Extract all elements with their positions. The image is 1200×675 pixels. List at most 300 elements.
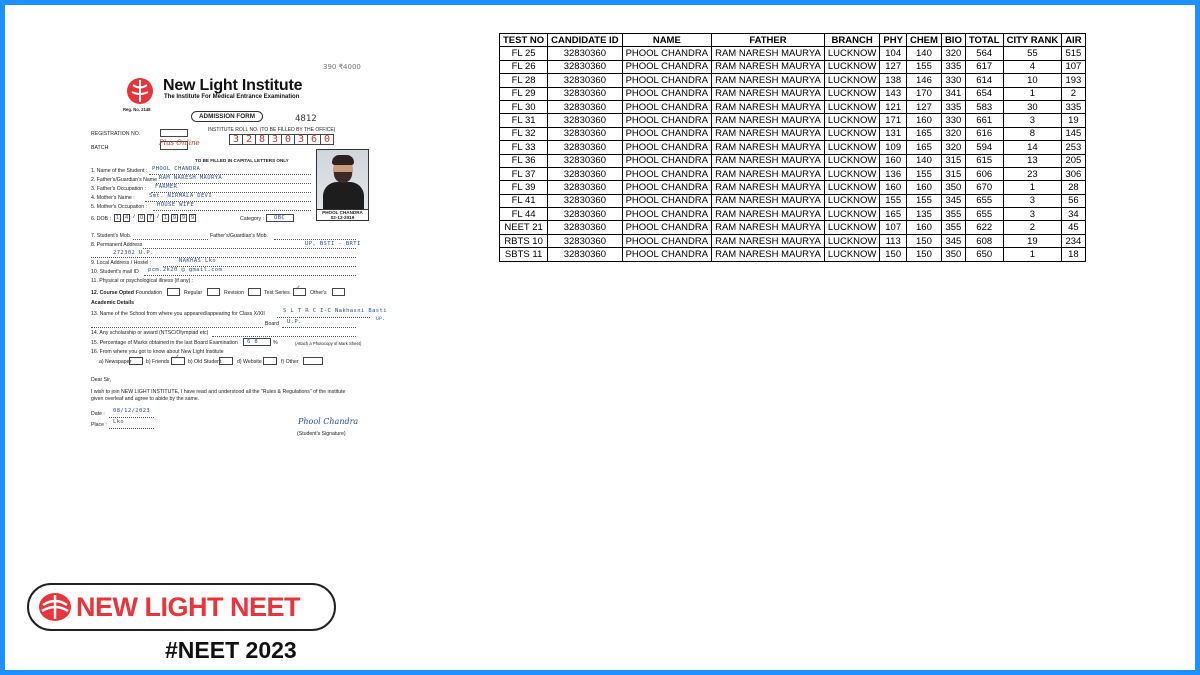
reg-no: Reg. No. 2148: [123, 107, 151, 112]
photo-date: 02-12-2019: [330, 215, 355, 220]
table-row: [500, 47, 1086, 60]
table-cell: 155: [906, 60, 941, 73]
serial-number: 4812: [295, 114, 317, 124]
course-revision-label: Revision: [224, 290, 244, 296]
table-cell: 335: [941, 100, 965, 113]
table-cell: 45: [1062, 221, 1085, 234]
table-cell: LUCKNOW: [824, 167, 880, 180]
table-cell: LUCKNOW: [824, 208, 880, 221]
table-row: [500, 141, 1086, 154]
table-cell: PHOOL CHANDRA: [622, 127, 712, 140]
table-cell: 150: [906, 234, 941, 247]
table-cell: RAM NARESH MAURYA: [712, 234, 825, 247]
dear-sir: Dear Sir,: [91, 377, 112, 383]
source-website-checkbox[interactable]: [263, 357, 277, 365]
table-cell: 32830360: [548, 60, 622, 73]
academic-label: Academic Details: [91, 300, 134, 306]
column-header: CHEM: [906, 34, 941, 47]
course-regular-label: Regular: [184, 290, 203, 296]
hashtag: #NEET 2023: [165, 637, 297, 663]
table-cell: 315: [941, 167, 965, 180]
roll-digit: 3: [229, 134, 243, 145]
table-cell: RAM NARESH MAURYA: [712, 60, 825, 73]
table-cell: RBTS 10: [500, 234, 548, 247]
column-header: CANDIDATE ID: [548, 34, 622, 47]
source-old-student-label: b) Old Student: [188, 359, 222, 365]
roll-digit: 0: [320, 134, 334, 145]
table-cell: 107: [1062, 60, 1085, 73]
table-row: [500, 60, 1086, 73]
table-cell: 18: [1062, 248, 1085, 261]
table-cell: 3: [1003, 114, 1062, 127]
table-cell: 655: [965, 194, 1003, 207]
registration-label: REGISTRATION NO.: [91, 131, 141, 137]
table-cell: 355: [941, 208, 965, 221]
table-cell: 155: [880, 194, 907, 207]
table-cell: 1: [1003, 87, 1062, 100]
table-cell: PHOOL CHANDRA: [622, 181, 712, 194]
table-cell: 32830360: [548, 167, 622, 180]
table-cell: 3: [1003, 208, 1062, 221]
table-cell: 155: [906, 167, 941, 180]
batch-value: Plus Online: [159, 139, 200, 147]
table-row: [500, 100, 1086, 113]
table-cell: 127: [880, 60, 907, 73]
table-cell: 140: [906, 154, 941, 167]
table-cell: RAM NARESH MAURYA: [712, 47, 825, 60]
table-cell: FL 32: [500, 127, 548, 140]
source-other-label: f) Other: [281, 359, 299, 365]
table-cell: 160: [906, 221, 941, 234]
course-regular-checkbox[interactable]: [207, 288, 220, 296]
table-cell: 1: [1003, 248, 1062, 261]
place-value: Lko: [113, 419, 125, 425]
source-newspaper-label: a) Newspaper: [99, 359, 132, 365]
table-cell: 330: [941, 74, 965, 87]
table-cell: LUCKNOW: [824, 47, 880, 60]
top-note: 390 ₹4000: [323, 63, 361, 71]
table-cell: LUCKNOW: [824, 234, 880, 247]
table-cell: 306: [1062, 167, 1085, 180]
table-header-row: [500, 34, 1086, 47]
table-cell: 32830360: [548, 127, 622, 140]
institute-name: New Light Institute: [163, 77, 303, 94]
perm-address-value-2: 272302 U.P.: [113, 250, 154, 256]
roll-digit: 3: [268, 134, 282, 145]
category-value: OBC: [274, 215, 286, 221]
table-cell: 650: [965, 248, 1003, 261]
mother-value: Smt. NIRMALA DEVI: [149, 193, 213, 199]
table-cell: 165: [906, 127, 941, 140]
table-cell: 335: [1062, 100, 1085, 113]
table-cell: 515: [1062, 47, 1085, 60]
mother-occupation-label: 5. Mother's Occupation :: [91, 204, 148, 210]
table-cell: RAM NARESH MAURYA: [712, 194, 825, 207]
table-cell: 564: [965, 47, 1003, 60]
table-cell: 113: [880, 234, 907, 247]
source-other-checkbox[interactable]: [303, 357, 323, 365]
column-header: PHY: [880, 34, 907, 47]
course-others-label: Other's: [310, 290, 327, 296]
admission-form: [73, 61, 395, 445]
table-cell: 345: [941, 194, 965, 207]
column-header: NAME: [622, 34, 712, 47]
school-value: S L T R C I-C Nakhasni Basti: [283, 308, 387, 314]
table-cell: 32830360: [548, 74, 622, 87]
source-friends-label: b) Friends: [146, 359, 170, 365]
table-cell: 150: [880, 248, 907, 261]
date-value: 08/12/2023: [113, 408, 151, 414]
table-cell: FL 33: [500, 141, 548, 154]
table-cell: 138: [880, 74, 907, 87]
school-state-value: UP.: [376, 317, 386, 322]
email-value: pcm.2k20 @ gmail.com: [148, 267, 223, 273]
column-header: CITY RANK: [1003, 34, 1062, 47]
table-row: [500, 87, 1086, 100]
table-cell: 234: [1062, 234, 1085, 247]
table-cell: 320: [941, 47, 965, 60]
results-table: [499, 33, 1086, 262]
column-header: BIO: [941, 34, 965, 47]
table-cell: LUCKNOW: [824, 154, 880, 167]
table-cell: PHOOL CHANDRA: [622, 221, 712, 234]
student-name-label: 1. Name of the Student :: [91, 168, 148, 174]
table-cell: FL 26: [500, 60, 548, 73]
student-name-value: PHOOL CHANDRA: [152, 166, 201, 172]
table-cell: RAM NARESH MAURYA: [712, 127, 825, 140]
table-cell: 121: [880, 100, 907, 113]
table-cell: 107: [880, 221, 907, 234]
father-value: RAM NARESH MAURYA: [159, 175, 223, 181]
photo-name: PHOOL CHANDRA: [322, 210, 363, 215]
table-row: [500, 194, 1086, 207]
source-website-label: d) Website: [237, 359, 262, 365]
table-cell: 171: [880, 114, 907, 127]
marks-label: 15. Percentage of Marks obtained in the last Board Examination: [91, 340, 238, 346]
table-cell: 140: [906, 47, 941, 60]
table-cell: 253: [1062, 141, 1085, 154]
table-cell: 341: [941, 87, 965, 100]
table-cell: LUCKNOW: [824, 248, 880, 261]
table-cell: 2: [1003, 221, 1062, 234]
table-cell: 160: [906, 181, 941, 194]
marks-unit: %: [273, 340, 278, 346]
table-cell: 160: [880, 181, 907, 194]
father-label: 2. Father's/Guardian's Name :: [91, 177, 160, 183]
local-address-label: 9. Local Address / Hostel :: [91, 260, 152, 266]
table-cell: FL 28: [500, 74, 548, 87]
roll-digit: 0: [281, 134, 295, 145]
table-cell: FL 39: [500, 181, 548, 194]
table-cell: 32830360: [548, 154, 622, 167]
form-title: ADMISSION FORM: [191, 111, 263, 122]
table-cell: 608: [965, 234, 1003, 247]
table-row: [500, 181, 1086, 194]
course-others-checkbox[interactable]: [332, 288, 345, 296]
table-cell: LUCKNOW: [824, 127, 880, 140]
table-row: [500, 74, 1086, 87]
table-cell: PHOOL CHANDRA: [622, 154, 712, 167]
table-cell: LUCKNOW: [824, 87, 880, 100]
table-cell: 145: [1062, 127, 1085, 140]
table-cell: 146: [906, 74, 941, 87]
table-cell: PHOOL CHANDRA: [622, 100, 712, 113]
course-foundation-checkbox[interactable]: [167, 288, 180, 296]
table-cell: 2: [1062, 87, 1085, 100]
table-cell: PHOOL CHANDRA: [622, 248, 712, 261]
table-cell: 655: [965, 208, 1003, 221]
table-cell: FL 30: [500, 100, 548, 113]
capital-note: TO BE FILLED IN CAPITAL LETTERS ONLY: [195, 158, 289, 163]
table-cell: 32830360: [548, 248, 622, 261]
email-label: 10. Student's mail ID: [91, 269, 139, 275]
local-address-value: NAKHAS Lko: [179, 258, 217, 264]
table-cell: 320: [941, 127, 965, 140]
father-occupation-value: FARMER: [155, 184, 178, 190]
institute-logo-icon: [125, 76, 155, 106]
table-cell: 131: [880, 127, 907, 140]
table-cell: 160: [880, 154, 907, 167]
table-row: [500, 221, 1086, 234]
table-cell: 14: [1003, 141, 1062, 154]
table-cell: 155: [906, 194, 941, 207]
roll-digit: 3: [294, 134, 308, 145]
table-cell: RAM NARESH MAURYA: [712, 114, 825, 127]
table-cell: 32830360: [548, 100, 622, 113]
table-cell: PHOOL CHANDRA: [622, 194, 712, 207]
table-cell: 614: [965, 74, 1003, 87]
table-cell: 19: [1062, 114, 1085, 127]
table-cell: 583: [965, 100, 1003, 113]
table-cell: 350: [941, 248, 965, 261]
table-cell: RAM NARESH MAURYA: [712, 154, 825, 167]
column-header: BRANCH: [824, 34, 880, 47]
new-light-logo-icon: [37, 591, 73, 623]
registration-box: [160, 129, 188, 137]
table-cell: LUCKNOW: [824, 60, 880, 73]
table-row: [500, 248, 1086, 261]
column-header: AIR: [1062, 34, 1085, 47]
table-cell: LUCKNOW: [824, 114, 880, 127]
table-cell: PHOOL CHANDRA: [622, 87, 712, 100]
declaration-line-2: given overleaf and agree to abide by the same.: [91, 396, 200, 402]
table-cell: LUCKNOW: [824, 100, 880, 113]
table-cell: RAM NARESH MAURYA: [712, 181, 825, 194]
dob-boxes: 1 4 / 0 7 / 1 9 9 9: [115, 214, 195, 221]
table-cell: 104: [880, 47, 907, 60]
roll-digit: 6: [307, 134, 321, 145]
course-label: 12. Course Opted :: [91, 290, 138, 296]
table-cell: PHOOL CHANDRA: [622, 47, 712, 60]
table-row: [500, 167, 1086, 180]
table-cell: LUCKNOW: [824, 74, 880, 87]
table-cell: 170: [906, 87, 941, 100]
table-cell: 30: [1003, 100, 1062, 113]
table-cell: 55: [1003, 47, 1062, 60]
canvas: [5, 5, 1195, 670]
student-photo: [316, 149, 369, 221]
table-cell: 205: [1062, 154, 1085, 167]
table-cell: 661: [965, 114, 1003, 127]
table-cell: 56: [1062, 194, 1085, 207]
table-cell: 136: [880, 167, 907, 180]
table-cell: LUCKNOW: [824, 221, 880, 234]
table-cell: PHOOL CHANDRA: [622, 141, 712, 154]
table-cell: 32830360: [548, 181, 622, 194]
roll-number-boxes: [230, 134, 334, 145]
table-cell: 654: [965, 87, 1003, 100]
illness-label: 11. Physical or psychological illness (if any) :: [91, 278, 194, 284]
declaration-line-1: I wish to join NEW LIGHT INSTITUTE, I have read and understood all the "Rules & Regulations" of the institute: [91, 389, 346, 395]
table-cell: RAM NARESH MAURYA: [712, 248, 825, 261]
check-mark-icon: ✓: [174, 354, 180, 361]
table-cell: RAM NARESH MAURYA: [712, 208, 825, 221]
school-label: 13. Name of the School from where you appeared/appearing for Class X/XII: [91, 311, 265, 317]
table-cell: 143: [880, 87, 907, 100]
table-cell: 355: [941, 221, 965, 234]
marks-value: 6 8: [247, 339, 259, 345]
table-cell: 23: [1003, 167, 1062, 180]
father-occupation-label: 3. Father's Occupation :: [91, 186, 146, 192]
column-header: FATHER: [712, 34, 825, 47]
student-mob-label: 7. Student's Mob.: [91, 233, 132, 239]
table-cell: 616: [965, 127, 1003, 140]
table-cell: 32830360: [548, 194, 622, 207]
table-cell: LUCKNOW: [824, 141, 880, 154]
table-cell: 1: [1003, 181, 1062, 194]
table-cell: 670: [965, 181, 1003, 194]
place-label: Place :: [91, 422, 107, 428]
table-cell: 193: [1062, 74, 1085, 87]
table-cell: 127: [906, 100, 941, 113]
roll-digit: 8: [255, 134, 269, 145]
marks-note: (Attach a Photocopy of Mark Sheet): [295, 341, 362, 346]
table-cell: 32830360: [548, 47, 622, 60]
table-cell: 345: [941, 234, 965, 247]
table-cell: 335: [941, 60, 965, 73]
table-cell: 622: [965, 221, 1003, 234]
source-label: 16. From where you got to know about New Light Institute: [91, 349, 224, 355]
column-header: TEST NO: [500, 34, 548, 47]
signature-label: (Student's Signature): [297, 431, 346, 437]
table-cell: FL 41: [500, 194, 548, 207]
table-cell: 150: [906, 248, 941, 261]
table-cell: SBTS 11: [500, 248, 548, 261]
guardian-mob-label: Father's/Guardian's Mob.: [210, 233, 268, 239]
table-cell: 10: [1003, 74, 1062, 87]
table-cell: PHOOL CHANDRA: [622, 74, 712, 87]
table-cell: 160: [906, 114, 941, 127]
source-newspaper-checkbox[interactable]: [129, 357, 143, 365]
student-signature: Phool Chandra: [298, 417, 359, 426]
table-cell: 606: [965, 167, 1003, 180]
table-cell: FL 29: [500, 87, 548, 100]
table-cell: 330: [941, 114, 965, 127]
table-cell: 320: [941, 141, 965, 154]
perm-address-value: UP, BSTI - BRTI: [305, 241, 361, 247]
institute-tagline: The Institute For Medical Entrance Examination: [164, 94, 300, 100]
course-revision-checkbox[interactable]: [248, 288, 261, 296]
batch-label: BATCH: [91, 145, 109, 151]
table-cell: 19: [1003, 234, 1062, 247]
table-cell: RAM NARESH MAURYA: [712, 100, 825, 113]
table-cell: PHOOL CHANDRA: [622, 234, 712, 247]
table-cell: FL 31: [500, 114, 548, 127]
table-row: [500, 208, 1086, 221]
table-cell: 13: [1003, 154, 1062, 167]
source-old-student-checkbox[interactable]: [219, 357, 233, 365]
table-cell: FL 37: [500, 167, 548, 180]
table-cell: 615: [965, 154, 1003, 167]
table-cell: RAM NARESH MAURYA: [712, 74, 825, 87]
table-cell: NEET 21: [500, 221, 548, 234]
table-cell: PHOOL CHANDRA: [622, 167, 712, 180]
table-cell: 32830360: [548, 221, 622, 234]
table-cell: LUCKNOW: [824, 194, 880, 207]
table-cell: 32830360: [548, 208, 622, 221]
table-cell: LUCKNOW: [824, 181, 880, 194]
table-cell: RAM NARESH MAURYA: [712, 221, 825, 234]
table-row: [500, 127, 1086, 140]
check-mark-icon: ✓: [295, 285, 301, 292]
table-cell: PHOOL CHANDRA: [622, 208, 712, 221]
table-cell: 350: [941, 181, 965, 194]
roll-label: INSTITUTE ROLL NO. (TO BE FILLED BY THE OFFICE): [208, 127, 336, 133]
board-value: U.P.: [287, 319, 302, 325]
dob-label: 6. DOB :: [91, 216, 111, 222]
table-cell: RAM NARESH MAURYA: [712, 141, 825, 154]
table-row: [500, 154, 1086, 167]
table-cell: 32830360: [548, 234, 622, 247]
table-row: [500, 234, 1086, 247]
table-cell: 32830360: [548, 87, 622, 100]
table-cell: 28: [1062, 181, 1085, 194]
table-cell: FL 25: [500, 47, 548, 60]
roll-digit: 2: [242, 134, 256, 145]
table-cell: 34: [1062, 208, 1085, 221]
brand-name: NEW LIGHT NEET: [76, 592, 300, 622]
date-label: Date :: [91, 411, 105, 417]
table-cell: 8: [1003, 127, 1062, 140]
table-cell: RAM NARESH MAURYA: [712, 87, 825, 100]
perm-address-label: 8. Permanent Address: [91, 242, 143, 248]
table-cell: 617: [965, 60, 1003, 73]
table-cell: 165: [880, 208, 907, 221]
table-cell: FL 36: [500, 154, 548, 167]
table-cell: 32830360: [548, 114, 622, 127]
column-header: TOTAL: [965, 34, 1003, 47]
table-cell: 135: [906, 208, 941, 221]
table-row: [500, 114, 1086, 127]
table-cell: PHOOL CHANDRA: [622, 114, 712, 127]
scholarship-label: 14. Any scholarship or award (NTSC/Olympiad etc): [91, 330, 209, 336]
table-cell: 315: [941, 154, 965, 167]
course-foundation-label: Foundation: [136, 290, 162, 296]
table-cell: 4: [1003, 60, 1062, 73]
table-cell: RAM NARESH MAURYA: [712, 167, 825, 180]
table-cell: PHOOL CHANDRA: [622, 60, 712, 73]
category-label: Category :: [240, 216, 264, 222]
table-cell: 109: [880, 141, 907, 154]
table-cell: 32830360: [548, 141, 622, 154]
table-cell: 165: [906, 141, 941, 154]
table-cell: 3: [1003, 194, 1062, 207]
course-test-series-label: Test Series: [264, 290, 290, 296]
mother-occupation-value: HOUSE WIFE: [157, 202, 195, 208]
table-cell: FL 44: [500, 208, 548, 221]
mother-label: 4. Mother's Name :: [91, 195, 135, 201]
board-label: Board: [265, 321, 279, 327]
